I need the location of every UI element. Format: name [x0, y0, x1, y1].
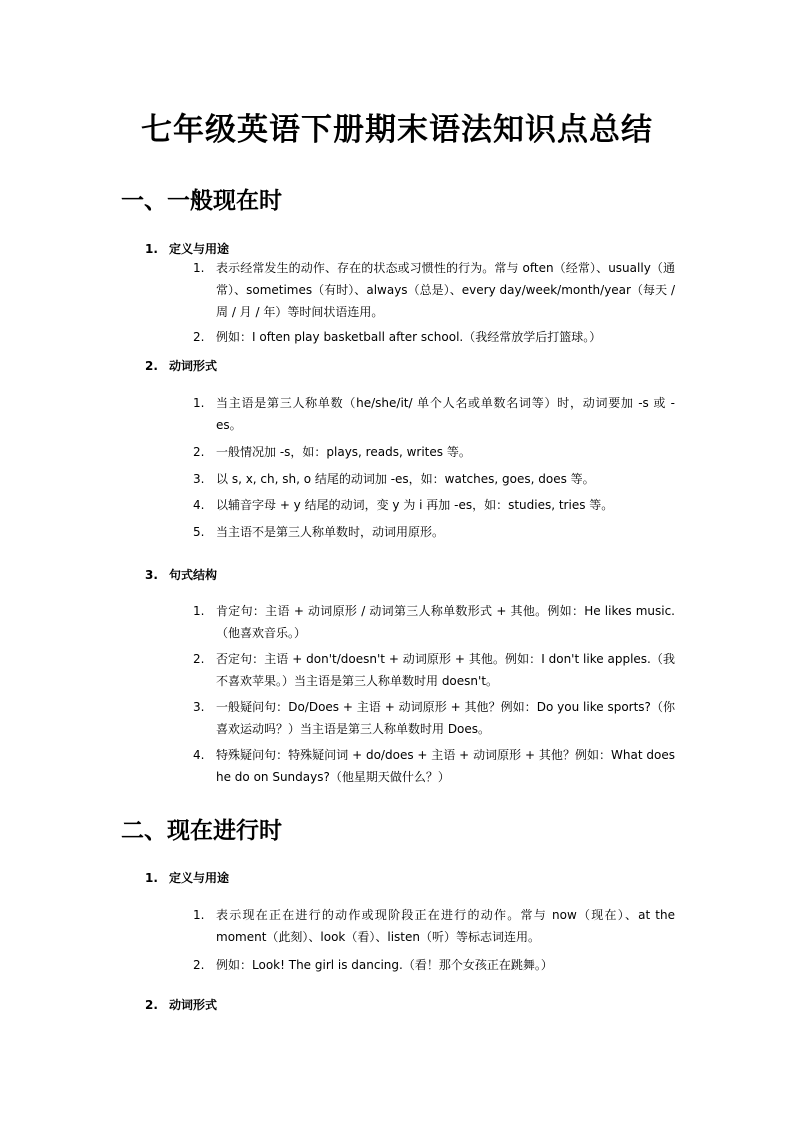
list-item-number: 1. [193, 396, 205, 410]
section-heading-present-continuous: 二、现在进行时 [121, 818, 282, 844]
subsection-heading [145, 566, 217, 583]
list-item-text: 以 s, x, ch, sh, o 结尾的动词加 -es，如：watches, goes, does 等。 [216, 472, 595, 486]
subsection-label: 动词形式 [169, 359, 218, 373]
section-heading-present-simple: 一、一般现在时 [121, 188, 282, 214]
list-item-text: 一般情况加 -s，如：plays, reads, writes 等。 [216, 445, 471, 459]
list-item [193, 326, 675, 348]
list-item-number: 2. [193, 445, 205, 459]
list-item [193, 600, 675, 644]
subsection-number: 2. [145, 998, 158, 1012]
list-item-text: 表示现在正在进行的动作或现阶段正在进行的动作。常与 now（现在）、at the moment（此刻）、look（看）、listen（听）等标志词连用。 [216, 908, 675, 944]
list-item [193, 392, 675, 436]
subsection-label: 定义与用途 [169, 871, 230, 885]
list-item [193, 441, 675, 463]
list-item-text: 当主语是第三人称单数（he/she/it/ 单个人名或单数名词等）时，动词要加 -s 或 -es。 [216, 396, 675, 432]
list-item-number: 2. [193, 652, 205, 666]
list-item [193, 648, 675, 692]
subsection-label: 句式结构 [169, 568, 218, 582]
list-item [193, 744, 675, 788]
list-item-text: 以辅音字母 + y 结尾的动词，变 y 为 i 再加 -es，如：studies, tries 等。 [216, 498, 614, 512]
list-item [193, 257, 675, 323]
list-item-number: 4. [193, 498, 205, 512]
list-item-number: 2. [193, 958, 205, 972]
list-item-number: 2. [193, 330, 205, 344]
subsection-heading [145, 869, 229, 886]
list-item-text: 当主语不是第三人称单数时，动词用原形。 [216, 525, 445, 539]
list-item-text: 表示经常发生的动作、存在的状态或习惯性的行为。常与 often（经常）、usually（通常）、sometimes（有时）、always（总是）、every day/week/month/year（每天 / 周 / 月 / 年）等时间状语连用。 [216, 261, 675, 319]
list-item [193, 954, 675, 976]
list-item [193, 494, 675, 516]
page-title: 七年级英语下册期末语法知识点总结 [141, 112, 653, 148]
list-item-number: 1. [193, 908, 205, 922]
subsection-number: 1. [145, 871, 158, 885]
list-item-number: 5. [193, 525, 205, 539]
list-item-number: 3. [193, 472, 205, 486]
subsection-heading [145, 240, 229, 257]
subsection-number: 2. [145, 359, 158, 373]
list-item-number: 1. [193, 261, 205, 275]
subsection-heading [145, 996, 217, 1013]
list-item-text: 否定句：主语 + don't/doesn't + 动词原形 + 其他。例如：I don't like apples.（我不喜欢苹果。）当主语是第三人称单数时用 doesn't。 [216, 652, 675, 688]
subsection-heading [145, 357, 217, 374]
subsection-number: 1. [145, 242, 158, 256]
list-item [193, 696, 675, 740]
list-item-number: 1. [193, 604, 205, 618]
list-item-text: 例如：I often play basketball after school.（我经常放学后打篮球。） [216, 330, 602, 344]
list-item-number: 4. [193, 748, 205, 762]
list-item [193, 904, 675, 948]
subsection-label: 动词形式 [169, 998, 218, 1012]
list-item-text: 特殊疑问句：特殊疑问词 + do/does + 主语 + 动词原形 + 其他？例如：What does he do on Sundays?（他星期天做什么？） [216, 748, 675, 784]
subsection-number: 3. [145, 568, 158, 582]
list-item-number: 3. [193, 700, 205, 714]
subsection-label: 定义与用途 [169, 242, 230, 256]
list-item [193, 521, 675, 543]
list-item-text: 例如：Look! The girl is dancing.（看！那个女孩正在跳舞。） [216, 958, 553, 972]
list-item-text: 一般疑问句：Do/Does + 主语 + 动词原形 + 其他？例如：Do you like sports?（你喜欢运动吗？）当主语是第三人称单数时用 Does。 [216, 700, 675, 736]
list-item [193, 468, 675, 490]
list-item-text: 肯定句：主语 + 动词原形 / 动词第三人称单数形式 + 其他。例如：He likes music.（他喜欢音乐。） [216, 604, 675, 640]
